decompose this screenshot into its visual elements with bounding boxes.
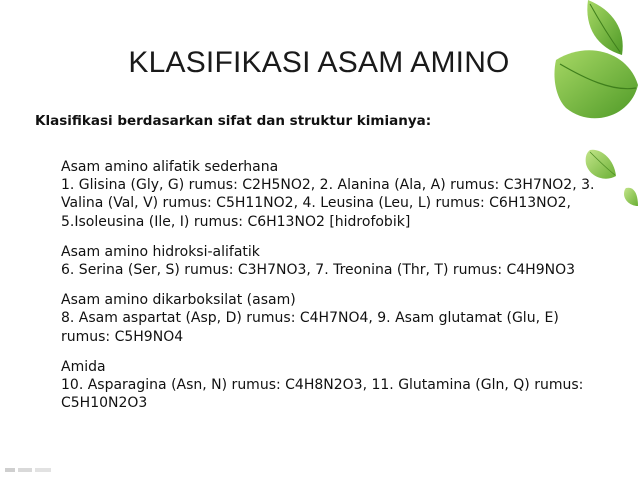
group-line: 1. Glisina (Gly, G) rumus: C2H5NO2, 2. Alanina (Ala, A) rumus: C3H7NO2, 3. <box>61 177 595 194</box>
group-dikarboksilat <box>61 291 621 346</box>
group-line: 6. Serina (Ser, S) rumus: C3H7NO3, 7. Treonina (Thr, T) rumus: C4H9NO3 <box>61 262 576 279</box>
footer-watermark-icon <box>5 466 53 474</box>
group-line: Valina (Val, V) rumus: C5H11NO2, 4. Leusina (Leu, L) rumus: C6H13NO2, <box>61 195 572 212</box>
group-line: rumus: C5H9NO4 <box>61 328 184 345</box>
group-line: 10. Asparagina (Asn, N) rumus: C4H8N2O3, 11. Glutamina (Gln, Q) rumus: <box>61 377 584 394</box>
group-line: C5H10N2O3 <box>61 395 148 412</box>
leaf-tiny <box>624 188 638 206</box>
slide-title: KLASIFIKASI ASAM AMINO <box>128 46 510 79</box>
classification-list <box>61 158 621 424</box>
group-heading: Asam amino hidroksi-alifatik <box>61 243 260 260</box>
group-heading: Amida <box>61 358 106 375</box>
group-hidroksi-alifatik <box>61 243 621 279</box>
group-heading: Asam amino alifatik sederhana <box>61 159 279 175</box>
group-line: 8. Asam aspartat (Asp, D) rumus: C4H7NO4, 9. Asam glutamat (Glu, E) <box>61 310 559 327</box>
group-alifatik-sederhana <box>61 158 621 231</box>
group-line: 5.Isoleusina (Ile, I) rumus: C6H13NO2 [hidrofobik] <box>61 213 411 230</box>
group-amida <box>61 358 621 413</box>
group-heading: Asam amino dikarboksilat (asam) <box>61 292 296 309</box>
slide-subtitle: Klasifikasi berdasarkan sifat dan struktur kimianya: <box>35 113 432 129</box>
